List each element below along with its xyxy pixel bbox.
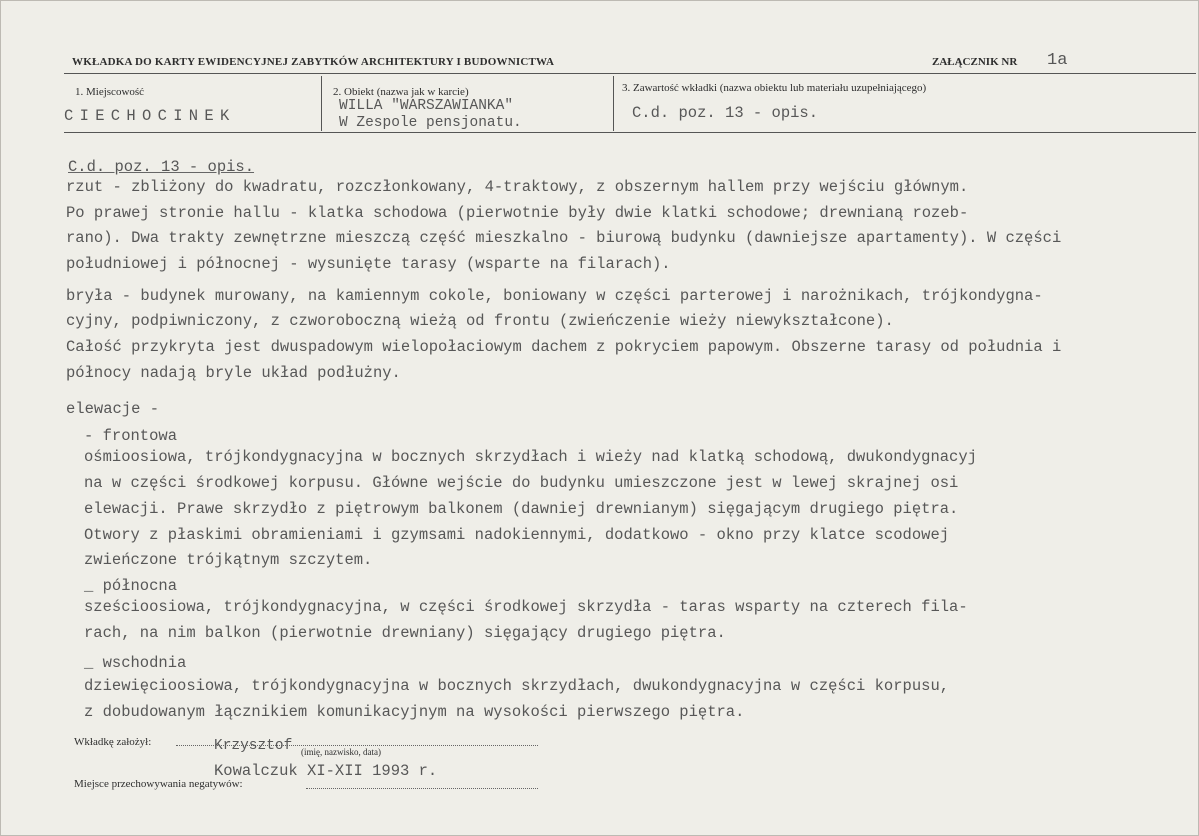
body-line: ośmioosiowa, trójkondygnacyjna w bocznych skrzydłach i wieży nad klatką schodową, dwukondygnacyj: [84, 448, 977, 466]
location-value: CIECHOCINEK: [64, 107, 236, 125]
body-line: _ wschodnia: [84, 654, 187, 672]
object-label: 2. Obiekt (nazwa jak w karcie): [333, 86, 469, 98]
content-label: 3. Zawartość wkładki (nazwa obiektu lub materiału uzupełniającego): [622, 82, 927, 94]
body-line: rzut - zbliżony do kwadratu, rozczłonkowany, 4-traktowy, z obszernym hallem przy wejściu głównym.: [66, 178, 969, 196]
fields-divider: [64, 132, 1196, 133]
body-line: Całość przykryta jest dwuspadowym wielopołaciowym dachem z pokryciem papowym. Obszerne tarasy od południa i: [66, 338, 1062, 356]
storage-line: [306, 788, 538, 789]
body-line: Po prawej stronie hallu - klatka schodowa (pierwotnie były dwie klatki schodowe; drewnianą rozeb-: [66, 204, 969, 222]
body-line: elewacji. Prawe skrzydło z piętrowym balkonem (dawniej drewnianym) sięgającym drugiego piętra.: [84, 500, 959, 518]
body-line: bryła - budynek murowany, na kamiennym cokole, boniowany w części parterowej i narożnikach, trójkondygna-: [66, 287, 1043, 305]
location-label: 1. Miejscowość: [75, 86, 145, 98]
body-line: Otwory z płaskimi obramieniami i gzymsami nadokiennymi, dodatkowo - okno przy klatce scodowej: [84, 526, 950, 544]
attachment-label: ZAŁĄCZNIK NR: [932, 56, 1018, 68]
author-label: Wkładkę założył:: [74, 736, 152, 748]
section-heading: C.d. poz. 13 - opis.: [68, 158, 255, 176]
header-divider: [64, 73, 1196, 74]
body-line: zwieńczone trójkątnym szczytem.: [84, 551, 373, 569]
attachment-number: 1a: [1047, 51, 1068, 70]
body-line: rach, na nim balkon (pierwotnie drewniany) sięgający drugiego piętra.: [84, 624, 726, 642]
body-line: z dobudowanym łącznikiem komunikacyjnym na wysokości pierwszego piętra.: [84, 703, 745, 721]
author-name-line2: Kowalczuk XI-XII 1993 r.: [214, 762, 438, 780]
object-value-line1: WILLA "WARSZAWIANKA": [339, 98, 514, 114]
author-hint: (imię, nazwisko, data): [301, 747, 381, 757]
body-line: cyjny, podpiwniczony, z czworoboczną wieżą od frontu (zwieńczenie wieży niewykształcone).: [66, 312, 894, 330]
body-line: północy nadają bryle układ podłużny.: [66, 364, 401, 382]
author-name-line1: Krzysztof: [214, 738, 293, 754]
field-separator-2: [613, 76, 614, 131]
form-title: WKŁADKA DO KARTY EWIDENCYJNEJ ZABYTKÓW ARCHITEKTURY I BUDOWNICTWA: [72, 56, 555, 68]
object-value-line2: W Zespole pensjonatu.: [339, 115, 522, 131]
body-line: na w części środkowej korpusu. Główne wejście do budynku umieszczone jest w lewej skrajnej osi: [84, 474, 959, 492]
field-separator-1: [321, 76, 322, 131]
storage-label: Miejsce przechowywania negatywów:: [74, 778, 243, 790]
content-value: C.d. poz. 13 - opis.: [632, 104, 819, 122]
body-line: elewacje -: [66, 400, 160, 418]
body-line: południowej i północnej - wysunięte tarasy (wsparte na filarach).: [66, 255, 671, 273]
body-line: sześcioosiowa, trójkondygnacyjna, w części środkowej skrzydła - taras wsparty na czterech fila-: [84, 598, 968, 616]
body-line: _ północna: [84, 577, 178, 595]
body-line: dziewięcioosiowa, trójkondygnacyjna w bocznych skrzydłach, dwukondygnacyjna w części korpusu,: [84, 677, 950, 695]
body-line: - frontowa: [84, 427, 178, 445]
body-line: rano). Dwa trakty zewnętrzne mieszczą część mieszkalno - biurową budynku (dawniejsze apartamenty). W części: [66, 229, 1062, 247]
